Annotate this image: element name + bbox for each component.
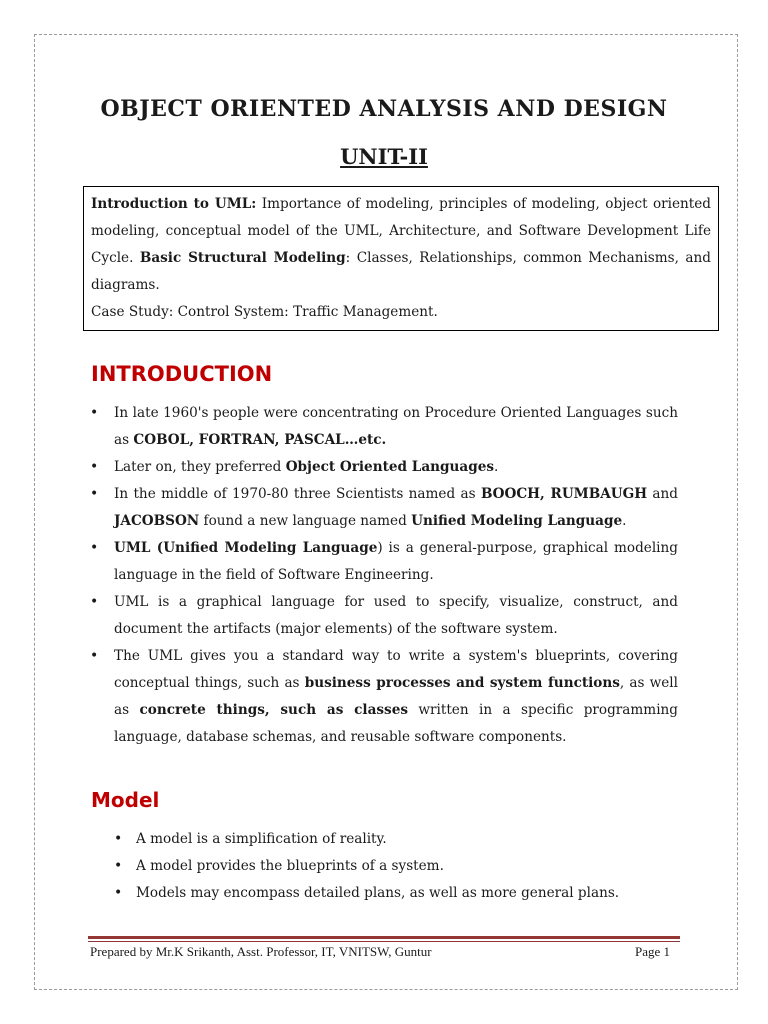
bold-text-run: business processes and system functions xyxy=(304,675,620,691)
footer-rule-thin xyxy=(88,941,680,942)
list-item-text: Models may encompass detailed plans, as well as more general plans. xyxy=(136,885,620,901)
bullet-icon: • xyxy=(90,405,99,421)
bold-text-run: JACOBSON xyxy=(114,513,200,529)
list-item-text xyxy=(114,648,678,745)
bullet-icon: • xyxy=(114,831,123,847)
list-item xyxy=(90,481,678,535)
list-item xyxy=(114,880,696,907)
bold-text-run: Introduction to UML: xyxy=(91,196,257,212)
list-item xyxy=(114,826,696,853)
list-item xyxy=(90,589,678,643)
bold-text-run: concrete things, such as classes xyxy=(139,702,409,718)
syllabus-paragraph xyxy=(91,191,711,299)
bold-text-run: Unified Modeling Language xyxy=(411,513,623,529)
list-item-text: A model is a simplification of reality. xyxy=(136,831,387,847)
text-run: . xyxy=(622,513,627,529)
introduction-bullet-list xyxy=(90,400,678,751)
list-item xyxy=(114,853,696,880)
document-title: OBJECT ORIENTED ANALYSIS AND DESIGN xyxy=(100,96,668,122)
model-heading: Model xyxy=(91,788,160,812)
list-item xyxy=(90,400,678,454)
case-study-line: Case Study: Control System: Traffic Management. xyxy=(91,304,438,320)
bullet-icon: • xyxy=(90,486,99,502)
introduction-heading: INTRODUCTION xyxy=(91,362,273,386)
text-run: ) is a general-purpose, graphical modeling language in the field of Software Engineering. xyxy=(114,540,678,583)
footer-rule-thick xyxy=(88,936,680,939)
bold-text-run: COBOL, FORTRAN, PASCAL…etc. xyxy=(133,432,387,448)
bullet-icon: • xyxy=(114,885,123,901)
bullet-icon: • xyxy=(90,459,99,475)
bullet-icon: • xyxy=(114,858,123,874)
list-item-text xyxy=(114,540,678,583)
text-run: Later on, they preferred xyxy=(114,459,286,475)
text-run: : Classes, Relationships, common Mechanisms, and diagrams. xyxy=(91,250,711,293)
text-run: , as well as xyxy=(114,675,678,718)
bold-text-run: Object Oriented Languages xyxy=(285,459,495,475)
text-run: . xyxy=(494,459,499,475)
model-bullet-list xyxy=(114,826,696,907)
list-item-text xyxy=(114,405,678,448)
list-item-text: A model provides the blueprints of a system. xyxy=(136,858,444,874)
syllabus-box xyxy=(83,186,719,331)
bold-text-run: Basic Structural Modeling xyxy=(139,250,346,266)
unit-heading: UNIT-II xyxy=(340,144,428,169)
list-item-text xyxy=(114,486,678,529)
bold-text-run: BOOCH, RUMBAUGH xyxy=(480,486,648,502)
footer-author: Prepared by Mr.K Srikanth, Asst. Professor, IT, VNITSW, Guntur xyxy=(90,944,432,959)
page-number: Page 1 xyxy=(634,944,670,959)
list-item xyxy=(90,643,678,751)
bullet-icon: • xyxy=(90,594,99,610)
list-item xyxy=(90,454,678,481)
text-run: Importance of modeling, principles of modeling, object oriented modeling, conceptual model of the UML, Architecture, and Software Development Life Cycle. xyxy=(91,196,711,266)
bullet-icon: • xyxy=(90,648,99,664)
text-run: UML is a graphical language for used to specify, visualize, construct, and document the artifacts (major elements) of the software system. xyxy=(114,594,678,637)
text-run: found a new language named xyxy=(199,513,412,529)
text-run: The UML gives you a standard way to write a system's blueprints, covering conceptual things, such as xyxy=(114,648,678,691)
list-item-text xyxy=(114,459,498,475)
text-run: In the middle of 1970-80 three Scientists named as xyxy=(114,486,481,502)
text-run: In late 1960's people were concentrating on Procedure Oriented Languages such as xyxy=(114,405,678,448)
bullet-icon: • xyxy=(90,540,99,556)
text-run: written in a specific programming language, database schemas, and reusable software components. xyxy=(114,702,678,745)
list-item xyxy=(90,535,678,589)
list-item-text xyxy=(114,594,678,637)
text-run: and xyxy=(647,486,678,502)
bold-text-run: UML (Unified Modeling Language xyxy=(114,540,378,556)
